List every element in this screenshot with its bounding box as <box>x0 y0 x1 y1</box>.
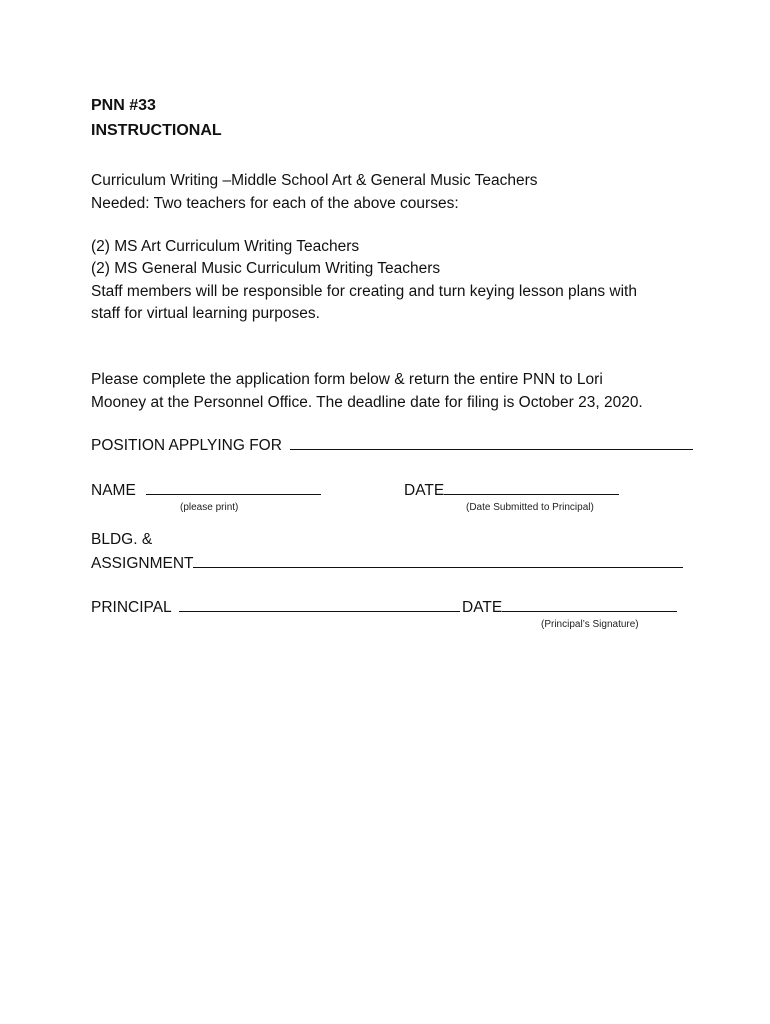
principal-date-input-line[interactable] <box>502 597 677 612</box>
pnn-category: INSTRUCTIONAL <box>91 122 222 139</box>
position-input-line[interactable] <box>290 435 693 450</box>
principal-label: PRINCIPAL <box>91 599 172 616</box>
date-label: DATE <box>404 482 445 499</box>
principal-date-label: DATE <box>462 599 503 616</box>
principal-field-row <box>91 597 460 617</box>
position-item: (2) MS General Music Curriculum Writing Teachers <box>91 260 441 277</box>
instructions-line: Mooney at the Personnel Office. The deadline date for filing is October 23, 2020. <box>91 394 643 411</box>
principal-signature-line[interactable] <box>179 597 460 612</box>
date-caption: (Date Submitted to Principal) <box>466 502 594 513</box>
position-label: POSITION APPLYING FOR <box>91 437 282 454</box>
principal-date-field-row <box>462 597 677 618</box>
date-input-line[interactable] <box>444 480 619 495</box>
pnn-number: PNN #33 <box>91 97 156 114</box>
instructions-line: Please complete the application form below & return the entire PNN to Lori <box>91 371 603 388</box>
responsibility-line: Staff members will be responsible for creating and turn keying lesson plans with <box>91 283 637 300</box>
position-field-row <box>91 435 693 455</box>
position-item: (2) MS Art Curriculum Writing Teachers <box>91 238 360 255</box>
name-field-row <box>91 480 321 500</box>
name-input-line[interactable] <box>146 480 321 495</box>
responsibility-line: staff for virtual learning purposes. <box>91 305 320 322</box>
date-field-row <box>404 480 619 501</box>
bldg-label: BLDG. & <box>91 531 153 548</box>
assignment-field-row <box>91 553 683 573</box>
assignment-input-line[interactable] <box>193 553 683 568</box>
posting-title: Curriculum Writing –Middle School Art & General Music Teachers <box>91 172 538 189</box>
needed-line: Needed: Two teachers for each of the above courses: <box>91 195 459 212</box>
assignment-label: ASSIGNMENT <box>91 555 194 572</box>
name-caption: (please print) <box>180 502 239 513</box>
name-label: NAME <box>91 482 136 499</box>
principal-caption: (Principal’s Signature) <box>541 619 639 630</box>
